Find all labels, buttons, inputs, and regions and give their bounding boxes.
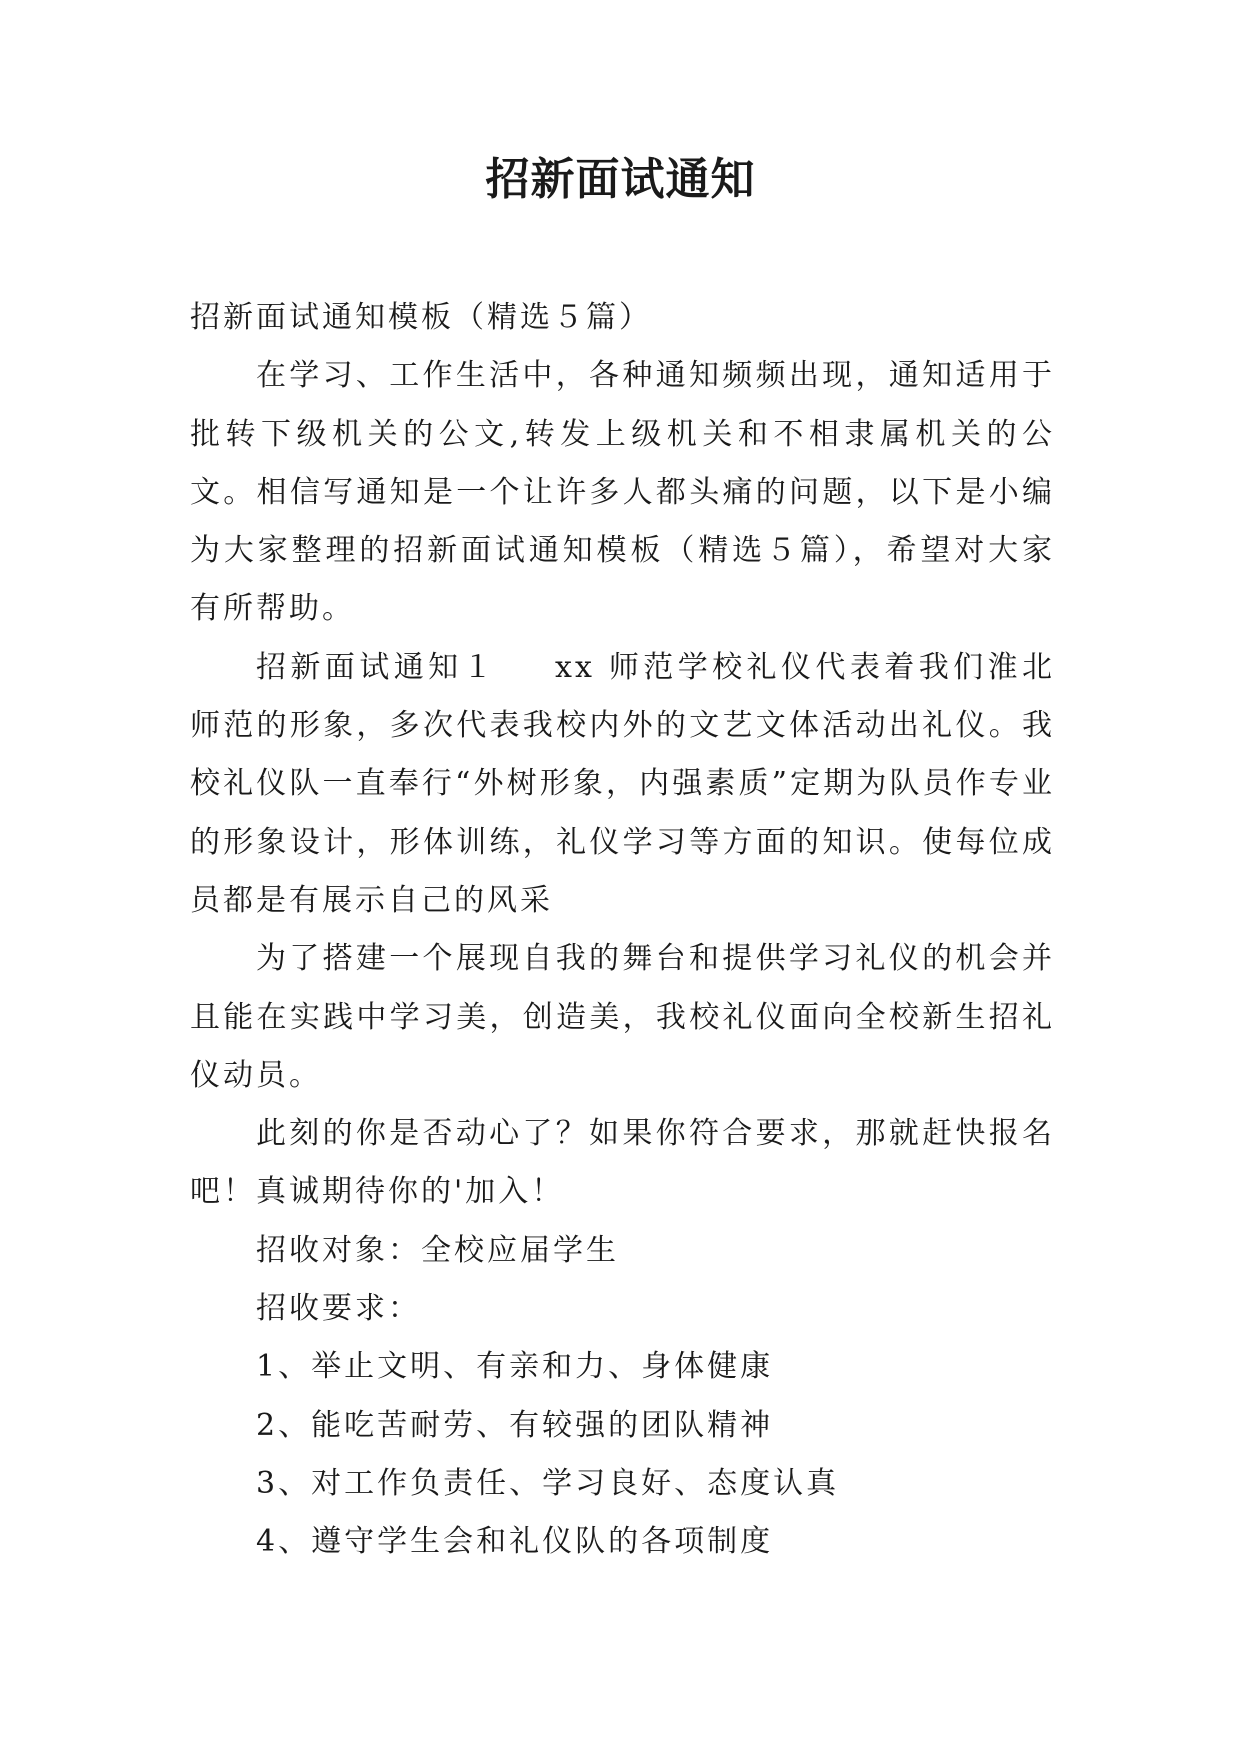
section-1-text: xx 师范学校礼仪代表着我们淮北师范的形象，多次代表我校内外的文艺文体活动出礼仪。我校礼仪队一直奉行“外树形象，内强素质”定期为队员作专业的形象设计，形体训练，礼仪学习等方面的知识。使每位成员都是有展示自己的风采 xyxy=(190,649,1056,918)
requirements-heading: 招收要求： xyxy=(256,1291,421,1327)
paragraph-2: 为了搭建一个展现自我的舞台和提供学习礼仪的机会并且能在实践中学习美，创造美，我校礼仪面向全校新生招礼仪动员。 xyxy=(190,941,1055,1093)
section-1-heading: 招新面试通知１ xyxy=(256,649,498,685)
document-body xyxy=(190,289,1055,1572)
recruit-target: 招收对象：全校应届学生 xyxy=(256,1232,619,1268)
section-1-paragraph xyxy=(190,639,1055,930)
paragraph-3: 此刻的你是否动心了？如果你符合要求，那就赶快报名吧！真诚期待你的'加入！ xyxy=(190,1116,1055,1210)
requirement-item: 4、遵守学生会和礼仪队的各项制度 xyxy=(256,1524,774,1560)
requirement-item: 1、举止文明、有亲和力、身体健康 xyxy=(256,1349,774,1385)
document-title: 招新面试通知 xyxy=(485,154,756,205)
subtitle: 招新面试通知模板（精选５篇） xyxy=(190,300,652,335)
requirement-item: 2、能吃苦耐劳、有较强的团队精神 xyxy=(256,1407,774,1443)
intro-paragraph: 在学习、工作生活中，各种通知频频出现，通知适用于批转下级机关的公文,转发上级机关和不相隶属机关的公文。相信写通知是一个让许多人都头痛的问题，以下是小编为大家整理的招新面试通知模板（精选５篇），希望对大家有所帮助。 xyxy=(190,358,1055,627)
requirement-item: 3、对工作负责任、学习良好、态度认真 xyxy=(256,1465,840,1501)
